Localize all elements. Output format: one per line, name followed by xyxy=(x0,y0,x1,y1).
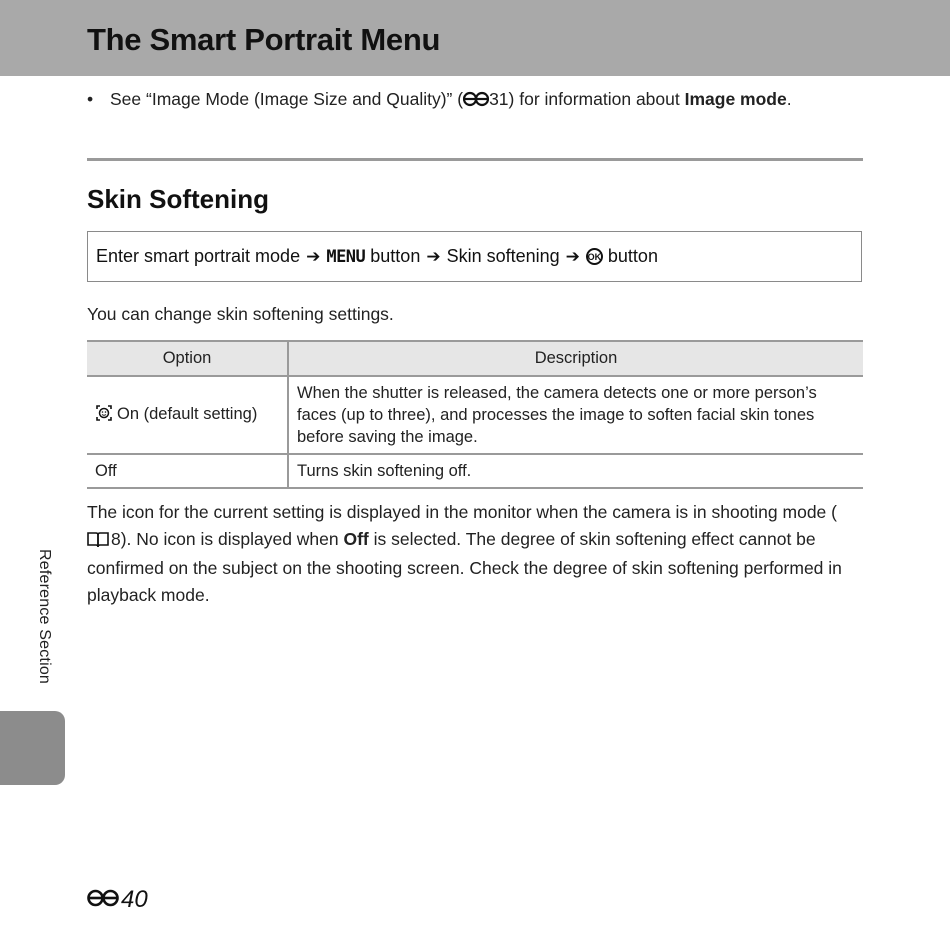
reference-section-icon xyxy=(463,91,489,112)
ok-button-icon: OK xyxy=(586,248,603,265)
option-cell xyxy=(87,376,288,454)
image-mode-term: Image mode xyxy=(684,89,787,109)
header-description: Description xyxy=(288,341,863,376)
info-bullet xyxy=(87,89,887,112)
page-number xyxy=(87,886,148,914)
reference-section-icon xyxy=(87,888,119,913)
option-label: On (default setting) xyxy=(117,404,258,423)
bullet-dot: • xyxy=(87,89,94,109)
table-header-row xyxy=(87,341,863,376)
section-heading: Skin Softening xyxy=(87,184,269,214)
arrow-right-icon: ➔ xyxy=(306,246,321,266)
body-part1: The icon for the current setting is displayed in the monitor when the camera is in shooting mode ( xyxy=(87,502,837,522)
header-option: Option xyxy=(87,341,288,376)
page-number-text: 40 xyxy=(121,886,148,913)
body-book-ref: 8). No icon is displayed when xyxy=(111,528,344,549)
menu-path-step1: Enter smart portrait mode xyxy=(96,246,301,266)
side-section-tab xyxy=(0,711,65,785)
section-divider xyxy=(87,158,863,161)
table-row xyxy=(87,376,863,454)
bullet-text-post: . xyxy=(786,89,792,109)
off-term: Off xyxy=(343,528,369,549)
bullet-text-pre: See “Image Mode (Image Size and Quality)” ( xyxy=(110,89,464,109)
arrow-right-icon: ➔ xyxy=(565,246,580,266)
intro-text: You can change skin softening settings. xyxy=(87,304,394,324)
description-cell: Turns skin softening off. xyxy=(288,454,863,488)
menu-path-step3: Skin softening xyxy=(446,246,560,266)
menu-path-box xyxy=(87,231,862,282)
skin-softening-icon xyxy=(95,404,113,428)
bullet-text-ref: 31) for information about xyxy=(489,89,685,109)
menu-button-icon: MENU xyxy=(326,246,366,267)
side-section-label: Reference Section xyxy=(36,549,53,685)
menu-path-step2: button xyxy=(370,246,421,266)
body-part2: is selected. The degree of skin softening effect cannot be confirmed on the subject on the shooting screen. Check the degree of skin softening performed in playback mode. xyxy=(87,528,842,605)
page-title: The Smart Portrait Menu xyxy=(87,22,441,57)
menu-path-step4: button xyxy=(607,246,658,266)
options-table xyxy=(87,340,863,489)
body-paragraph xyxy=(87,499,857,608)
book-reference-icon xyxy=(87,529,109,556)
arrow-right-icon: ➔ xyxy=(426,246,441,266)
table-row xyxy=(87,454,863,488)
option-cell: Off xyxy=(87,454,288,488)
description-cell: When the shutter is released, the camera detects one or more person’s faces (up to three), and processes the image to soften facial skin tones before saving the image. xyxy=(288,376,863,454)
